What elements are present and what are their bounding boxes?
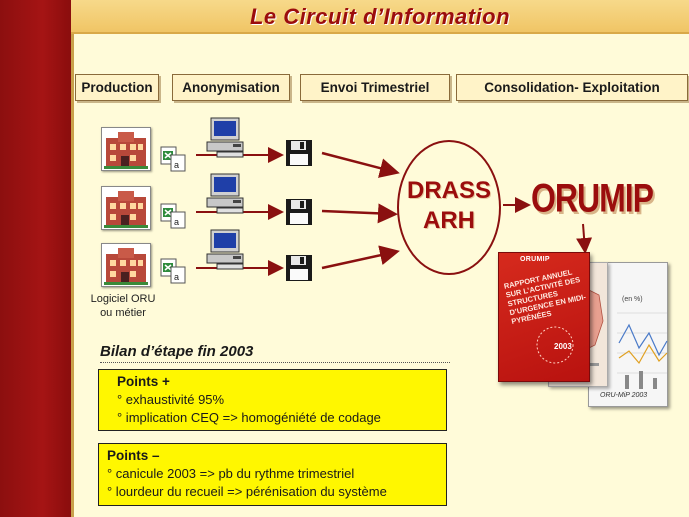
stage-anonymisation: Anonymisation xyxy=(172,74,290,101)
points-minus-heading: Points – xyxy=(107,448,160,463)
stage-consolidation-exploitation: Consolidation- Exploitation xyxy=(456,74,688,101)
hospital-building-icon xyxy=(101,186,151,230)
destination-orumip: ORUMIP xyxy=(531,175,653,221)
report-logo: ORUMIP xyxy=(520,256,550,263)
computer-icon xyxy=(205,172,247,214)
computer-icon xyxy=(205,228,247,270)
hub-label xyxy=(397,176,501,236)
floppy-disk-icon xyxy=(285,198,313,226)
hospital-building-icon xyxy=(101,243,151,287)
points-minus-box xyxy=(98,443,447,506)
points-plus-item: ° implication CEQ => homogéniété de codage xyxy=(117,410,381,425)
points-plus-box xyxy=(98,369,447,431)
excel-file-icon xyxy=(160,146,186,172)
stage-envoi-trimestriel: Envoi Trimestriel xyxy=(300,74,450,101)
slide-title: Le Circuit d’Information xyxy=(249,4,511,29)
points-minus-item: ° canicule 2003 => pb du rythme trimestriel xyxy=(107,466,355,481)
floppy-disk-icon xyxy=(285,139,313,167)
excel-file-icon xyxy=(160,258,186,284)
arrow-disk1-to-hub xyxy=(322,153,395,172)
source-label xyxy=(88,292,158,320)
stage-production: Production xyxy=(75,74,159,101)
points-minus-item: ° lourdeur du recueil => pérénisation du système xyxy=(107,484,387,499)
svg-text:a: a xyxy=(174,160,180,170)
computer-icon xyxy=(205,116,247,158)
source-label-line2: ou métier xyxy=(100,307,146,319)
excel-file-icon xyxy=(160,203,186,229)
points-plus-item: ° exhaustivité 95% xyxy=(117,392,225,407)
bilan-rule xyxy=(100,362,450,363)
hospital-building-icon xyxy=(101,127,151,171)
arrow-disk2-to-hub xyxy=(322,211,393,214)
arrow-orumip-to-report xyxy=(583,224,585,250)
hub-line1: DRASS xyxy=(406,177,491,204)
floppy-disk-icon xyxy=(285,254,313,282)
source-label-line1: Logiciel ORU xyxy=(90,293,156,305)
bilan-title: Bilan d’étape fin 2003 xyxy=(100,343,254,360)
svg-text:a: a xyxy=(174,217,180,227)
hub-line2: ARH xyxy=(423,207,475,234)
report-title: RAPPORT ANNUEL SUR L’ACTIVITÉ DES STRUCTURES D’URGENCE EN MIDI-PYRÉNÉES xyxy=(503,267,587,327)
arrow-disk3-to-hub xyxy=(322,252,395,268)
report-caption: ORU-MiP 2003 xyxy=(600,392,648,399)
report-pct-label: (en %) xyxy=(622,296,643,303)
svg-text:a: a xyxy=(174,272,180,282)
points-plus-heading: Points + xyxy=(117,374,170,389)
report-year: 2003 xyxy=(554,342,572,351)
